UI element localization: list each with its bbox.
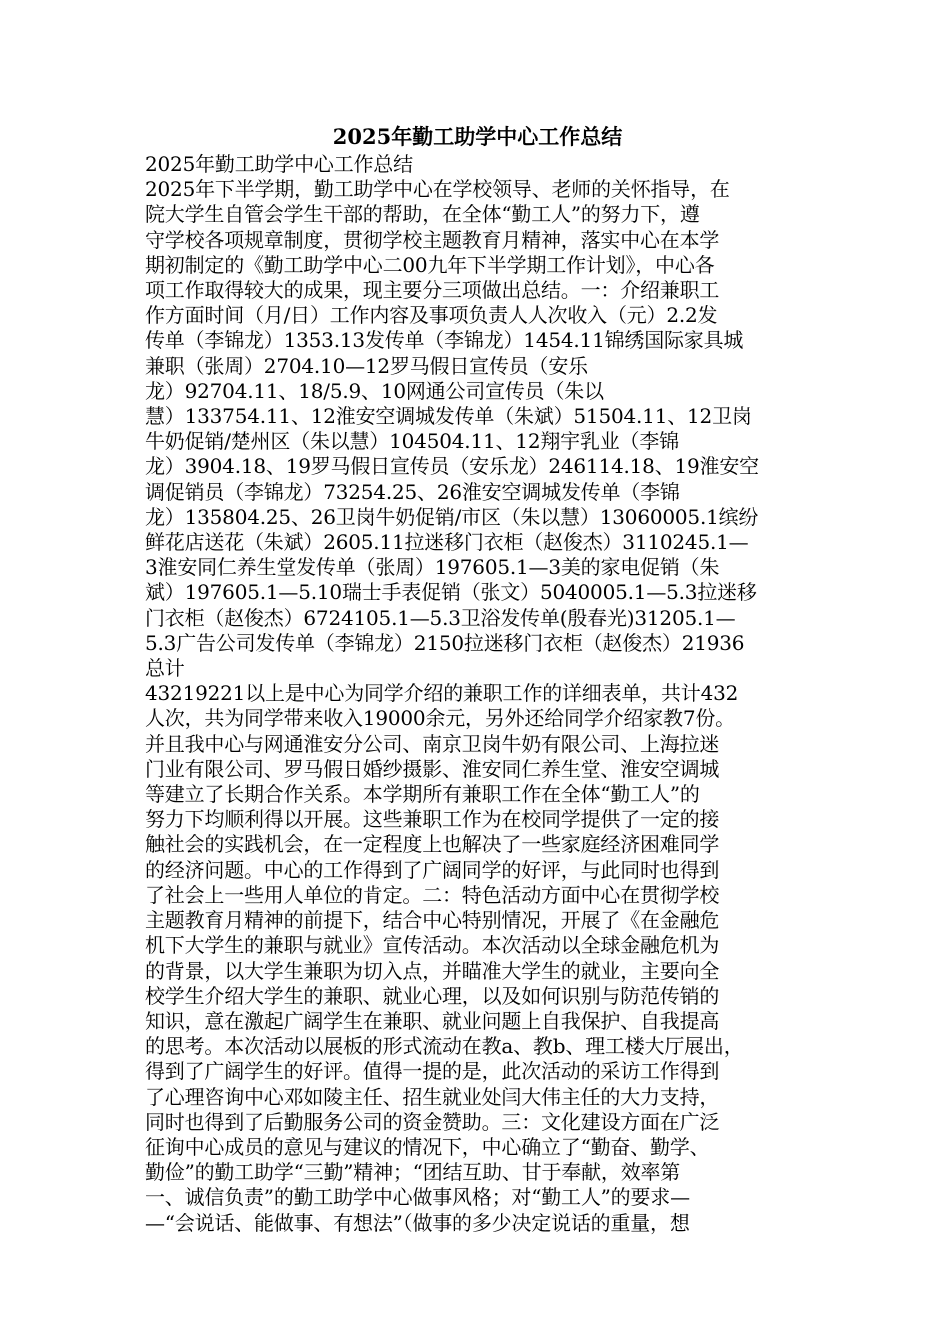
text-line: 同时也得到了后勤服务公司的资金赞助。三：文化建设方面在广泛 <box>145 1109 720 1134</box>
text-line: 作方面时间（月/日）工作内容及事项负责人人次收入（元）2.2发 <box>145 303 718 328</box>
text-line: 等建立了长期合作关系。本学期所有兼职工作在全体“勤工人”的 <box>145 782 700 807</box>
document-body <box>145 122 810 1236</box>
text-line: 知识，意在激起广阔学生在兼职、就业问题上自我保护、自我提高 <box>145 1008 720 1033</box>
text-line: 门衣柜（赵俊杰）6724105.1—5.3卫浴发传单(殷春光)31205.1— <box>145 605 736 630</box>
text-line: 5.3广告公司发传单（李锦龙）2150拉迷移门衣柜（赵俊杰）21936 <box>145 630 745 655</box>
text-line: 龙）135804.25、26卫岗牛奶促销/市区（朱以慧）13060005.1缤纷 <box>145 504 759 529</box>
text-line: 一、诚信负责”的勤工助学中心做事风格；对“勤工人”的要求— <box>145 1185 690 1210</box>
text-line: 并且我中心与网通淮安分公司、南京卫岗牛奶有限公司、上海拉迷 <box>145 731 720 756</box>
text-line: 征询中心成员的意见与建议的情况下，中心确立了“勤奋、勤学、 <box>145 1134 710 1159</box>
text-line: 门业有限公司、罗马假日婚纱摄影、淮安同仁养生堂、淮安空调城 <box>145 756 720 781</box>
text-line: 牛奶促销/楚州区（朱以慧）104504.11、12翔宇乳业（李锦 <box>145 429 679 454</box>
text-line: 调促销员（李锦龙）73254.25、26淮安空调城发传单（李锦 <box>145 479 680 504</box>
text-line: 的思考。本次活动以展板的形式流动在教a、教b、理工楼大厅展出， <box>145 1034 744 1059</box>
text-line: 兼职（张周）2704.10—12罗马假日宣传员（安乐 <box>145 353 588 378</box>
text-line: 努力下均顺利得以开展。这些兼职工作为在校同学提供了一定的接 <box>145 807 720 832</box>
text-line: 守学校各项规章制度，贯彻学校主题教育月精神，落实中心在本学 <box>145 227 720 252</box>
document-title: 2025年勤工助学中心工作总结 <box>332 124 623 149</box>
text-line: 43219221以上是中心为同学介绍的兼职工作的详细表单，共计432 <box>145 681 739 706</box>
text-line: 传单（李锦龙）1353.13发传单（李锦龙）1454.11锦绣国际家具城 <box>145 328 744 353</box>
text-line: 的经济问题。中心的工作得到了广阔同学的好评，与此同时也得到 <box>145 857 720 882</box>
text-line: 校学生介绍大学生的兼职、就业心理，以及如何识别与防范传销的 <box>145 983 720 1008</box>
text-line: 机下大学生的兼职与就业》宣传活动。本次活动以全球金融危机为 <box>145 933 720 958</box>
text-line: 勤俭”的勤工助学“三勤”精神；“团结互助、甘于奉献，效率第 <box>145 1160 681 1185</box>
text-line: 了社会上一些用人单位的肯定。二：特色活动方面中心在贯彻学校 <box>145 882 720 907</box>
text-line: —“会说话、能做事、有想法”（做事的多少决定说话的重量，想 <box>145 1210 690 1235</box>
text-line: 院大学生自管会学生干部的帮助，在全体“勤工人”的努力下，遵 <box>145 202 700 227</box>
text-line: 龙）3904.18、19罗马假日宣传员（安乐龙）246114.18、19淮安空 <box>145 454 759 479</box>
text-line: 斌）197605.1—5.10瑞士手表促销（张文）5040005.1—5.3拉迷移 <box>145 580 757 605</box>
text-line: 人次，共为同学带来收入19000余元，另外还给同学介绍家教7份。 <box>145 706 735 731</box>
text-line: 3淮安同仁养生堂发传单（张周）197605.1—3美的家电促销（朱 <box>145 555 720 580</box>
text-line: 期初制定的《勤工助学中心二00九年下半学期工作计划》，中心各 <box>145 252 715 277</box>
text-line: 得到了广阔学生的好评。值得一提的是，此次活动的采访工作得到 <box>145 1059 720 1084</box>
text-line: 总计 <box>145 656 185 681</box>
text-line: 龙）92704.11、18/5.9、10网通公司宣传员（朱以 <box>145 378 604 403</box>
text-line: 项工作取得较大的成果，现主要分三项做出总结。一：介绍兼职工 <box>145 278 720 303</box>
text-line: 触社会的实践机会，在一定程度上也解决了一些家庭经济困难同学 <box>145 832 720 857</box>
text-line: 了心理咨询中心邓如陵主任、招生就业处闫大伟主任的大力支持， <box>145 1084 720 1109</box>
text-line: 主题教育月精神的前提下，结合中心特别情况，开展了《在金融危 <box>145 908 720 933</box>
text-line: 慧）133754.11、12淮安空调城发传单（朱斌）51504.11、12卫岗 <box>145 404 752 429</box>
document-text <box>145 152 810 1236</box>
text-line: 鲜花店送花（朱斌）2605.11拉迷移门衣柜（赵俊杰）3110245.1— <box>145 530 749 555</box>
text-line: 2025年勤工助学中心工作总结 <box>145 152 413 176</box>
text-line: 的背景，以大学生兼职为切入点，并瞄准大学生的就业，主要向全 <box>145 958 720 983</box>
text-line: 2025年下半学期，勤工助学中心在学校领导、老师的关怀指导，在 <box>145 177 730 202</box>
